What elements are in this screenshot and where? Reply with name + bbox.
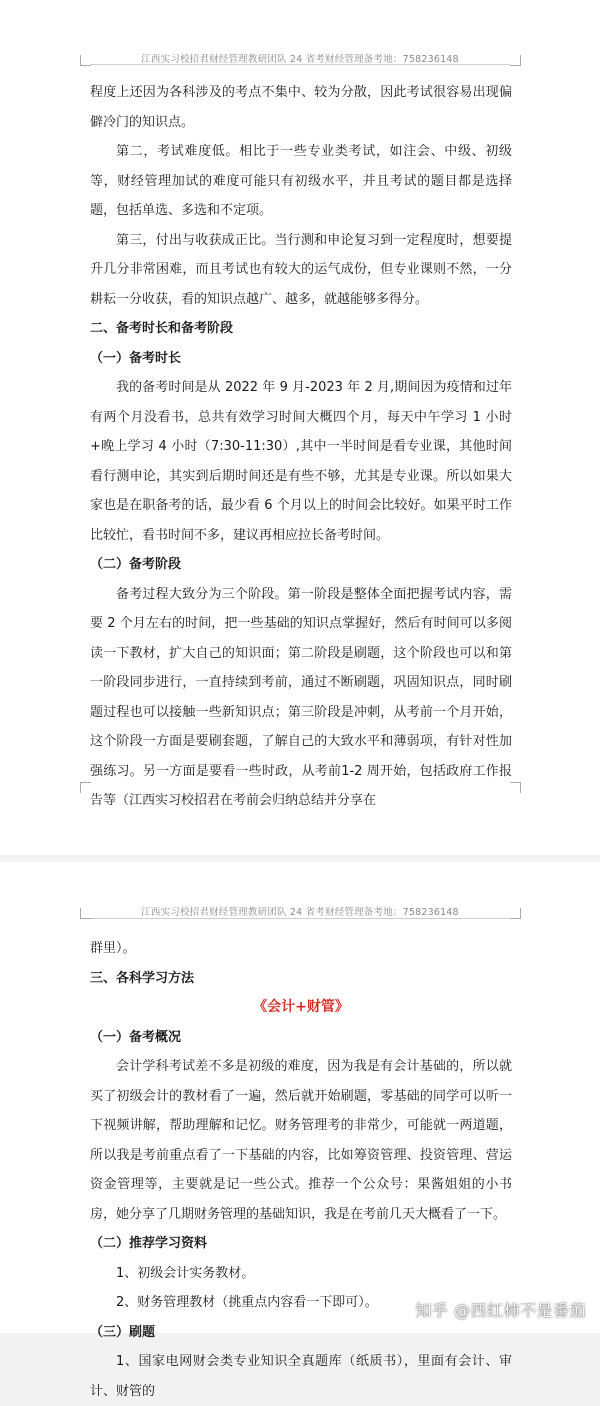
page-header: 江西实习校招君财经管理教研团队 24 省考财经管理备考地：758236148 bbox=[141, 54, 459, 65]
section-heading: 二、备考时长和备考阶段 bbox=[90, 321, 234, 336]
subsection-heading: （三）刷题 bbox=[90, 1324, 156, 1340]
paragraph: 程度上还因为各科涉及的考点不集中、较为分散，因此考试很容易出现偏僻冷门的知识点。 bbox=[90, 85, 512, 130]
crop-mark-top-left bbox=[80, 908, 91, 919]
paragraph: 群里）。 bbox=[90, 941, 136, 956]
paragraph: 我的备考时间是从 2022 年 9 月-2023 年 2 月,期间因为疫情和过年有两个月没看书，总共有效学习时间大概四个月，每天中午学习 1 小时+晚上学习 4 小时（7:30-11:30）,其中一半时间是看专业课，其他时间看行测申论，其实到后期时间还是有些不够，尤其是专业课。所以如果大家也是在职备考的话，最少看 6 个月以上的时间会比较好。如果平时工作比较忙，看书时间不多，建议再相应拉长备考时间。 bbox=[90, 380, 512, 543]
section-heading: 三、各科学习方法 bbox=[90, 970, 195, 986]
paragraph: 会计学科考试差不多是初级的难度，因为我是有会计基础的，所以就买了初级会计的教材看了一遍，然后就开始刷题，零基础的同学可以听一下视频讲解，帮助理解和记忆。财务管理考的非常少，可能就一两道题，所以我是考前重点看了一下基础的内容，比如筹资管理、投资管理、营运资金管理等，主要就是记一些公式。推荐一个公众号：果酱姐姐的小书房，她分享了几期财务管理的基础知识，我是在考前几天大概看了一下。 bbox=[90, 1059, 512, 1222]
crop-mark-top-left bbox=[80, 55, 91, 66]
header-rule bbox=[90, 918, 510, 919]
paragraph: 第三，付出与收获成正比。当行测和申论复习到一定程度时，想要提升几分非常困难，而且考试也有较大的运气成份，但专业课则不然，一分耕耘一分收获，看的知识点越广、越多，就越能够多得分。 bbox=[90, 232, 512, 307]
list-item: 1、国家电网财会类专业知识全真题库（纸质书），里面有会计、审计、财管的 bbox=[90, 1354, 512, 1399]
zhihu-watermark: 知乎 @西红柿不是番茄 bbox=[415, 1301, 586, 1320]
paragraph: 备考过程大致分为三个阶段。第一阶段是整体全面把握考试内容，需要 2 个月左右的时间，把一些基础的知识点掌握好，然后有时间可以多阅读一下教材，扩大自己的知识面；第二阶段是刷题，这个阶段也可以和第一阶段同步进行，一直持续到考前，通过不断刷题，巩固知识点，同时刷题过程也可以接触一些新知识点；第三阶段是冲刺，从考前一个月开始，这个阶段一方面是要刷套题，了解自己的大致水平和薄弱项，有针对性加强练习。另一方面是要看一些时政，从考前1-2 周开始，包括政府工作报告等（江西实习校招君在考前会归纳总结并分享在 bbox=[90, 586, 512, 808]
subsection-heading: （一）备考时长 bbox=[90, 350, 182, 366]
crop-mark-top-right bbox=[510, 908, 521, 919]
subsection-heading: （二）备考阶段 bbox=[90, 557, 182, 572]
header-rule bbox=[90, 64, 510, 65]
page-2-body bbox=[90, 934, 512, 1399]
page-header: 江西实习校招君财经管理教研团队 24 省考财经管理备考地：758236148 bbox=[141, 907, 459, 918]
crop-mark-top-right bbox=[510, 55, 521, 66]
subsection-heading: （二）推荐学习资料 bbox=[90, 1236, 208, 1251]
page-1-body bbox=[90, 78, 512, 816]
list-item: 1、初级会计实务教材。 bbox=[116, 1265, 255, 1281]
subsection-heading: （一）备考概况 bbox=[90, 1029, 182, 1045]
list-item: 2、财务管理教材（挑重点内容看一下即可）。 bbox=[116, 1295, 378, 1310]
subject-title: 《会计+财管》 bbox=[253, 999, 349, 1015]
paragraph: 第二，考试难度低。相比于一些专业类考试，如注会、中级、初级等，财经管理加试的难度可能只有初级水平，并且考试的题目都是选择题，包括单选、多选和不定项。 bbox=[90, 144, 512, 218]
